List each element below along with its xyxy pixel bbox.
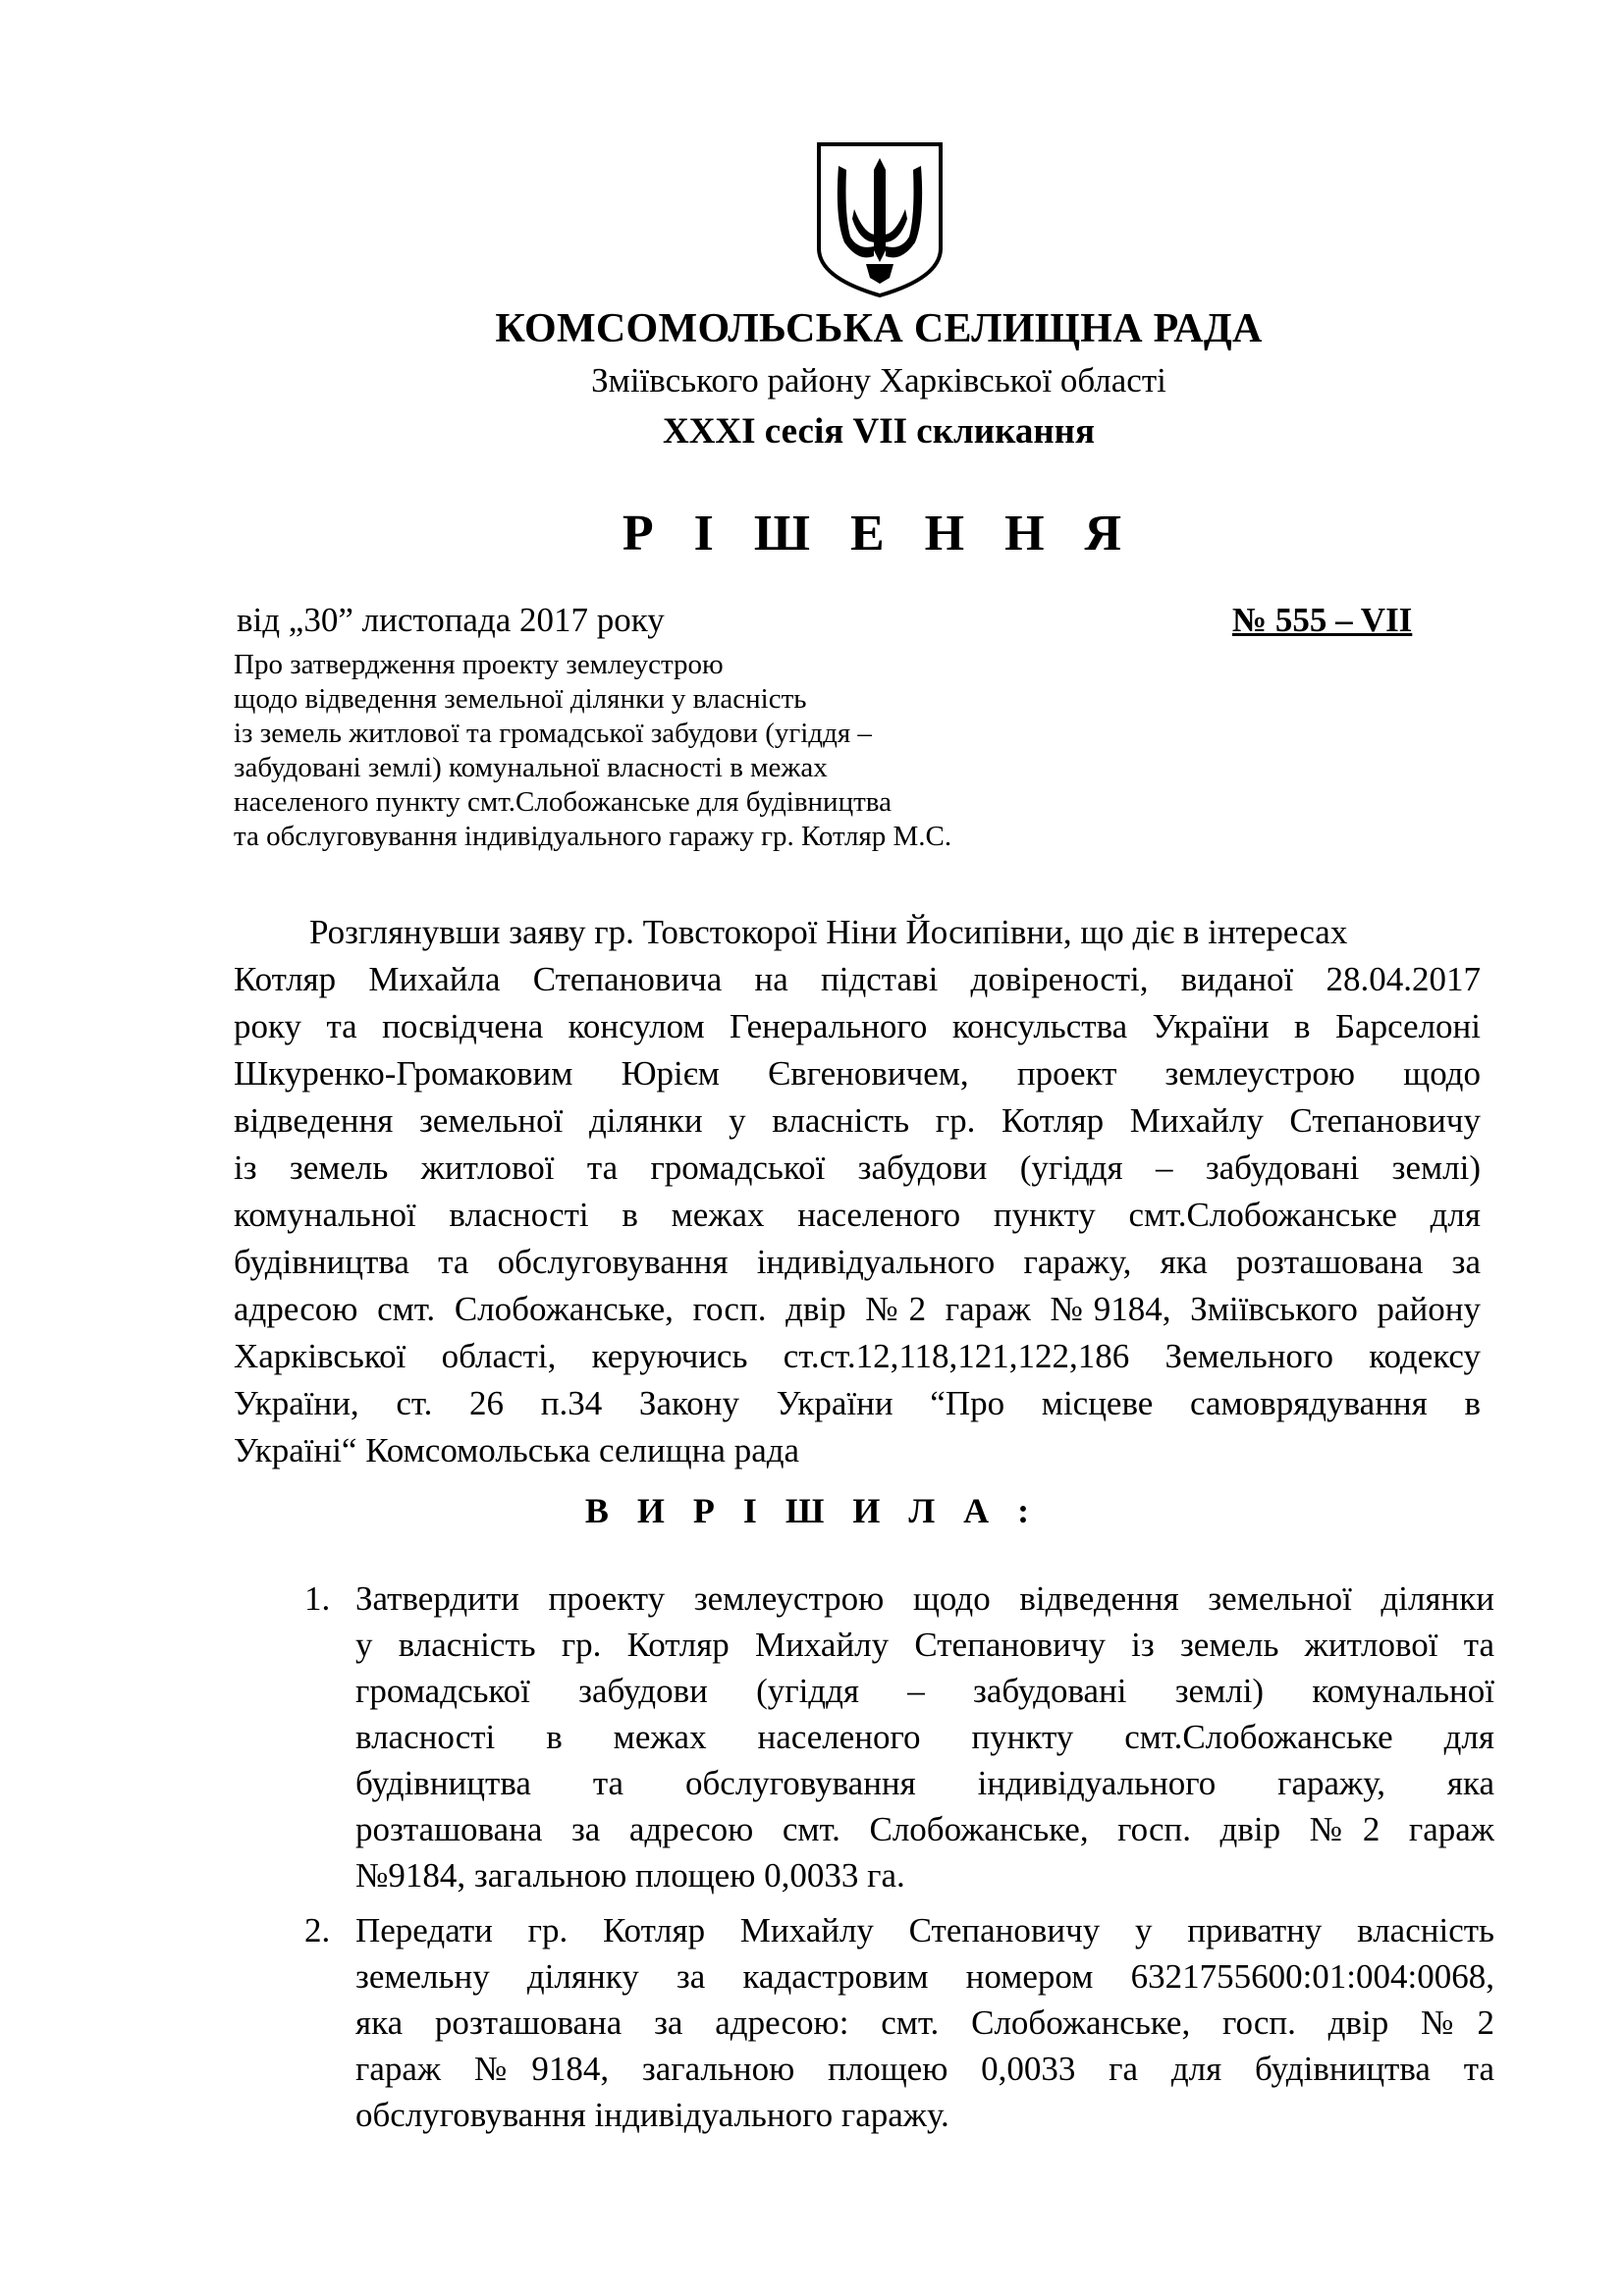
subject-line: Про затвердження проекту землеустрою: [234, 649, 724, 680]
resolved-heading: В И Р І Ш И Л А :: [584, 1491, 1040, 1530]
preamble-line: Україні“ Комсомольська селищна рада: [234, 1431, 800, 1469]
item-line: гараж №9184, загальною площею 0,0033 га для будівництва та: [355, 2050, 1494, 2088]
item-line: громадської забудови (угіддя – забудовані землі) комунальної: [355, 1672, 1494, 1710]
item-number: 1.: [304, 1579, 331, 1618]
subject-line: із земель житлової та громадської забудови (угіддя –: [234, 718, 872, 749]
item-line: розташована за адресою смт. Слобожанське, госп. двір №2 гараж: [355, 1810, 1494, 1848]
item-line: власності в межах населеного пункту смт.Слобожанське для: [355, 1718, 1494, 1756]
item-line: земельну ділянку за кадастровим номером 6321755600:01:004:0068,: [355, 1957, 1494, 1996]
item-number: 2.: [304, 1911, 331, 1949]
item-line: Передати гр. Котляр Михайлу Степановичу у приватну власність: [355, 1911, 1494, 1949]
item-line: у власність гр. Котляр Михайлу Степановичу із земель житлової та: [355, 1626, 1494, 1664]
preamble-line: комунальної власності в межах населеного пункту смт.Слобожанське для: [234, 1196, 1481, 1234]
decision-number: № 555 – VII: [1232, 601, 1413, 639]
subject-line: та обслуговування індивідуального гаражу гр. Котляр М.С.: [234, 821, 952, 852]
subject-line: щодо відведення земельної ділянки у власність: [234, 683, 807, 715]
preamble-line: із земель житлової та громадської забудови (угіддя – забудовані землі): [234, 1148, 1481, 1187]
preamble-line: року та посвідчена консулом Генерального консульства України в Барселоні: [234, 1007, 1481, 1045]
council-title: КОМСОМОЛЬСЬКА СЕЛИЩНА РАДА: [495, 306, 1263, 351]
subject-line: забудовані землі) комунальної власності в межах: [234, 752, 828, 783]
preamble-line: Шкуренко-Громаковим Юрієм Євгеновичем, проект землеустрою щодо: [234, 1054, 1481, 1093]
decision-date: від „30” листопада 2017 року: [237, 601, 665, 639]
item-line: Затвердити проекту землеустрою щодо відведення земельної ділянки: [355, 1579, 1494, 1618]
item-line: №9184, загальною площею 0,0033 га.: [355, 1856, 905, 1895]
decision-subject: [234, 648, 951, 854]
item-line: обслуговування індивідуального гаражу.: [355, 2096, 949, 2134]
document-type-heading: Р І Ш Е Н Н Я: [622, 506, 1136, 561]
preamble-line: Розглянувши заяву гр. Товстокорої Ніни Йосипівни, що діє в інтересах: [309, 913, 1348, 951]
preamble-line: відведення земельної ділянки у власність гр. Котляр Михайлу Степановичу: [234, 1101, 1481, 1140]
session-title: XXXI сесія VII скликання: [662, 411, 1096, 452]
preamble-line: будівництва та обслуговування індивідуального гаражу, яка розташована за: [234, 1243, 1481, 1281]
preamble-line: Харківської області, керуючись ст.ст.12,118,121,122,186 Земельного кодексу: [234, 1337, 1481, 1375]
preamble-line: України, ст. 26 п.34 Закону України “Про місцеве самоврядування в: [234, 1384, 1481, 1422]
coat-of-arms-icon: [815, 140, 945, 299]
preamble-line: адресою смт. Слобожанське, госп. двір №2 гараж №9184, Зміївського району: [234, 1290, 1481, 1328]
item-line: яка розташована за адресою: смт. Слобожанське, госп. двір №2: [355, 2003, 1494, 2042]
subject-line: населеного пункту смт.Слобожанське для будівництва: [234, 786, 892, 818]
preamble-line: Котляр Михайла Степановича на підставі довіреності, виданої 28.04.2017: [234, 960, 1481, 998]
district-subtitle: Зміївського району Харківської області: [591, 361, 1166, 400]
item-line: будівництва та обслуговування індивідуального гаражу, яка: [355, 1764, 1494, 1802]
